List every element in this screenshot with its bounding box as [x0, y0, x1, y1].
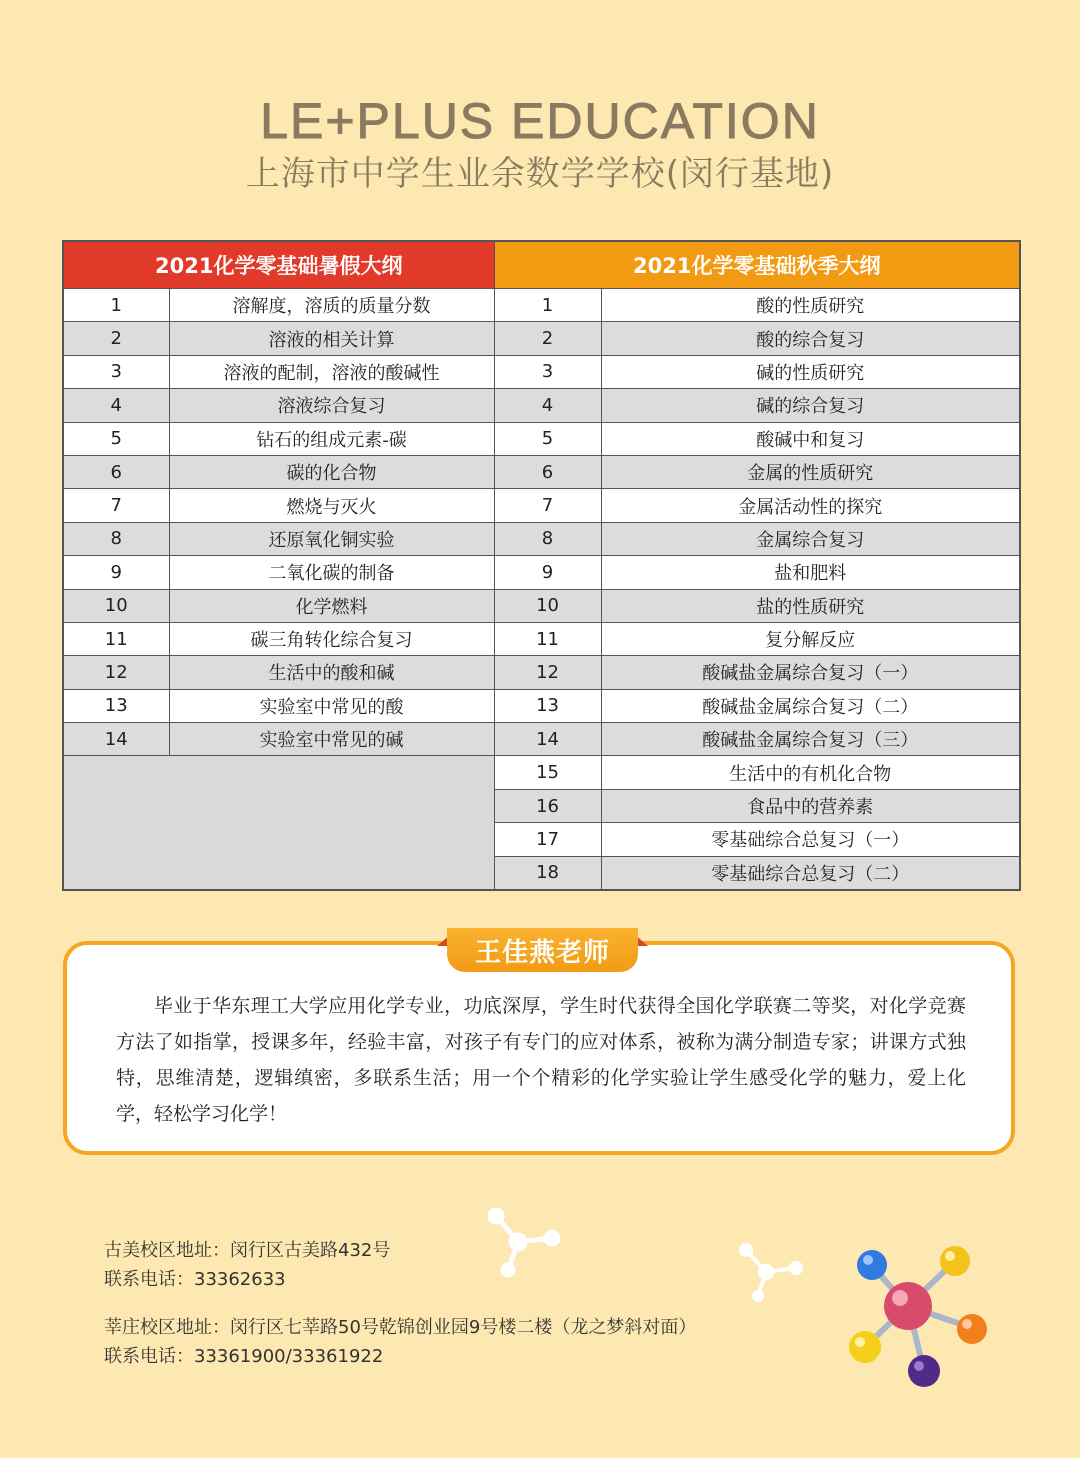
- autumn-lesson-topic: 碱的综合复习: [601, 389, 1020, 422]
- autumn-lesson-topic: 金属综合复习: [601, 522, 1020, 555]
- summer-lesson-topic: 还原氧化铜实验: [169, 522, 494, 555]
- autumn-lesson-number: 18: [494, 856, 601, 890]
- autumn-outline-header: 2021化学零基础秋季大纲: [494, 241, 1020, 289]
- campus-address: 莘庄校区地址：闵行区七莘路50号乾锦创业园9号楼二楼（龙之梦斜对面）: [104, 1317, 697, 1338]
- autumn-lesson-number: 3: [494, 355, 601, 388]
- campus-address: 古美校区地址：闵行区古美路432号: [104, 1240, 391, 1261]
- summer-lesson-number: 12: [63, 656, 169, 689]
- summer-lesson-topic: 溶液综合复习: [169, 389, 494, 422]
- teacher-bio: 毕业于华东理工大学应用化学专业，功底深厚，学生时代获得全国化学联赛二等奖，对化学竞赛方法了如指掌，授课多年，经验丰富，对孩子有专门的应对体系，被称为满分制造专家；讲课方式独特，思维清楚，逻辑缜密，多联系生活；用一个个精彩的化学实验让学生感受化学的魅力，爱上化学，轻松学习化学！: [116, 995, 966, 1125]
- autumn-lesson-number: 16: [494, 789, 601, 822]
- summer-lesson-topic: 化学燃料: [169, 589, 494, 622]
- summer-lesson-number: 2: [63, 322, 169, 355]
- summer-lesson-topic: 溶液的配制，溶液的酸碱性: [169, 355, 494, 388]
- autumn-lesson-number: 1: [494, 289, 601, 322]
- autumn-lesson-topic: 酸碱盐金属综合复习（二）: [601, 689, 1020, 722]
- summer-lesson-number: 10: [63, 589, 169, 622]
- autumn-lesson-topic: 酸碱中和复习: [601, 422, 1020, 455]
- summer-lesson-number: 11: [63, 622, 169, 655]
- summer-lesson-number: 4: [63, 389, 169, 422]
- autumn-lesson-topic: 酸碱盐金属综合复习（一）: [601, 656, 1020, 689]
- summer-lesson-topic: 碳的化合物: [169, 455, 494, 488]
- summer-lesson-number: 14: [63, 723, 169, 756]
- autumn-lesson-topic: 食品中的营养素: [601, 789, 1020, 822]
- autumn-lesson-topic: 碱的性质研究: [601, 355, 1020, 388]
- summer-lesson-topic: 燃烧与灭火: [169, 489, 494, 522]
- autumn-lesson-topic: 复分解反应: [601, 622, 1020, 655]
- autumn-lesson-topic: 酸的综合复习: [601, 322, 1020, 355]
- summer-lesson-topic: 实验室中常见的碱: [169, 723, 494, 756]
- summer-lesson-number: 1: [63, 289, 169, 322]
- summer-lesson-number: 6: [63, 455, 169, 488]
- campus-phone: 联系电话：33361900/33361922: [104, 1346, 384, 1367]
- autumn-lesson-number: 15: [494, 756, 601, 789]
- summer-lesson-number: 5: [63, 422, 169, 455]
- school-name: 上海市中学生业余数学学校(闵行基地): [245, 154, 835, 194]
- autumn-lesson-number: 17: [494, 823, 601, 856]
- summer-lesson-topic: 碳三角转化综合复习: [169, 622, 494, 655]
- autumn-lesson-number: 11: [494, 622, 601, 655]
- molecule-icon-white-1: [490, 1210, 558, 1275]
- autumn-lesson-topic: 酸的性质研究: [601, 289, 1020, 322]
- autumn-lesson-number: 14: [494, 723, 601, 756]
- autumn-lesson-topic: 金属活动性的探究: [601, 489, 1020, 522]
- summer-lesson-number: 8: [63, 522, 169, 555]
- molecule-icon-colored: [849, 1246, 987, 1387]
- autumn-lesson-number: 2: [494, 322, 601, 355]
- autumn-lesson-topic: 盐和肥料: [601, 556, 1020, 589]
- autumn-lesson-topic: 酸碱盐金属综合复习（三）: [601, 723, 1020, 756]
- autumn-lesson-number: 6: [494, 455, 601, 488]
- summer-lesson-number: 13: [63, 689, 169, 722]
- summer-lesson-topic: 实验室中常见的酸: [169, 689, 494, 722]
- summer-lesson-topic: 二氧化碳的制备: [169, 556, 494, 589]
- summer-lesson-number: 7: [63, 489, 169, 522]
- autumn-lesson-number: 9: [494, 556, 601, 589]
- summer-outline-header: 2021化学零基础暑假大纲: [63, 241, 494, 289]
- summer-lesson-number: 3: [63, 355, 169, 388]
- autumn-lesson-number: 10: [494, 589, 601, 622]
- autumn-lesson-number: 5: [494, 422, 601, 455]
- autumn-lesson-topic: 零基础综合总复习（一）: [601, 823, 1020, 856]
- autumn-lesson-topic: 盐的性质研究: [601, 589, 1020, 622]
- summer-lesson-topic: 生活中的酸和碱: [169, 656, 494, 689]
- autumn-lesson-number: 7: [494, 489, 601, 522]
- summer-lesson-topic: 溶液的相关计算: [169, 322, 494, 355]
- autumn-lesson-topic: 金属的性质研究: [601, 455, 1020, 488]
- campus-phone: 联系电话：33362633: [104, 1269, 286, 1290]
- autumn-lesson-topic: 零基础综合总复习（二）: [601, 856, 1020, 890]
- molecule-icon-white-2: [741, 1245, 801, 1300]
- summer-lesson-number: 9: [63, 556, 169, 589]
- summer-lesson-topic: 钻石的组成元素-碳: [169, 422, 494, 455]
- autumn-lesson-number: 8: [494, 522, 601, 555]
- autumn-lesson-number: 4: [494, 389, 601, 422]
- teacher-name: 王佳燕老师: [447, 928, 638, 972]
- brand-logo-text: LE+PLUS EDUCATION: [260, 93, 820, 149]
- autumn-lesson-number: 12: [494, 656, 601, 689]
- autumn-lesson-topic: 生活中的有机化合物: [601, 756, 1020, 789]
- autumn-lesson-number: 13: [494, 689, 601, 722]
- summer-lesson-topic: 溶解度，溶质的质量分数: [169, 289, 494, 322]
